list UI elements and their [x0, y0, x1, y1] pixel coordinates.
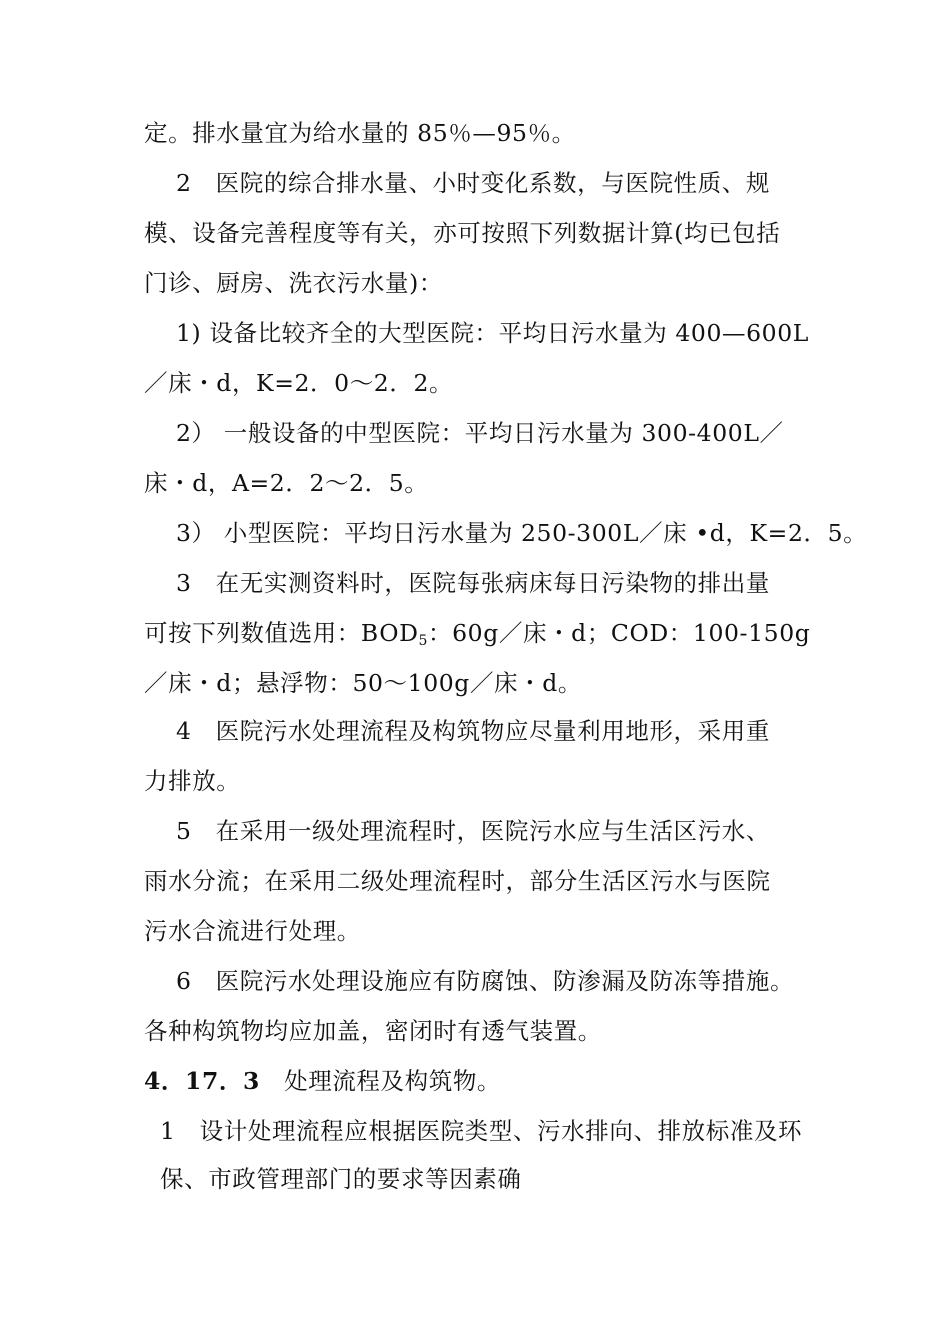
section-number: 4．17．3: [144, 1067, 261, 1095]
text-line: 1 设计处理流程应根据医院类型、污水排向、排放标准及环: [160, 1117, 803, 1145]
text-line: ／床・d，K=2．0～2．2。: [144, 369, 454, 397]
text-line: 模、设备完善程度等有关，亦可按照下列数据计算(均已包括: [144, 219, 781, 247]
text-line: 2） 一般设备的中型医院：平均日污水量为 300-400L／: [176, 419, 784, 447]
text-line: 床・d，A=2．2～2．5。: [144, 469, 429, 497]
text-line: 2 医院的综合排水量、小时变化系数，与医院性质、规: [176, 169, 770, 197]
text-segment: ：60g／床・d；COD：100-150g: [428, 619, 811, 647]
text-line: 6 医院污水处理设施应有防腐蚀、防渗漏及防冻等措施。: [176, 967, 795, 995]
text-line: 雨水分流；在采用二级处理流程时，部分生活区污水与医院: [144, 867, 771, 895]
text-line: 5 在采用一级处理流程时，医院污水应与生活区污水、: [176, 817, 770, 845]
text-line: ／床・d；悬浮物：50～100g／床・d。: [144, 669, 582, 697]
text-line: 污水合流进行处理。: [144, 917, 361, 945]
section-heading: [144, 1066, 501, 1096]
text-line: 保、市政管理部门的要求等因素确: [160, 1165, 522, 1193]
text-line: 1) 设备比较齐全的大型医院：平均日污水量为 400—600L: [176, 319, 809, 347]
text-line: 3） 小型医院：平均日污水量为 250-300L／床 •d，K=2．5。: [176, 519, 868, 547]
text-line: 门诊、厨房、洗衣污水量)：: [144, 269, 443, 297]
text-segment: 可按下列数值选用：BOD: [144, 619, 419, 647]
text-line: 各种构筑物均应加盖，密闭时有透气装置。: [144, 1017, 602, 1045]
text-line: [144, 618, 810, 648]
text-line: 定。排水量宜为给水量的 85％—95％。: [144, 119, 576, 147]
section-title: 处理流程及构筑物。: [260, 1067, 502, 1095]
subscript: 5: [418, 633, 429, 649]
text-line: 3 在无实测资料时，医院每张病床每日污染物的排出量: [176, 569, 770, 597]
text-line: 力排放。: [144, 767, 241, 795]
text-line: 4 医院污水处理流程及构筑物应尽量利用地形，采用重: [176, 717, 770, 745]
